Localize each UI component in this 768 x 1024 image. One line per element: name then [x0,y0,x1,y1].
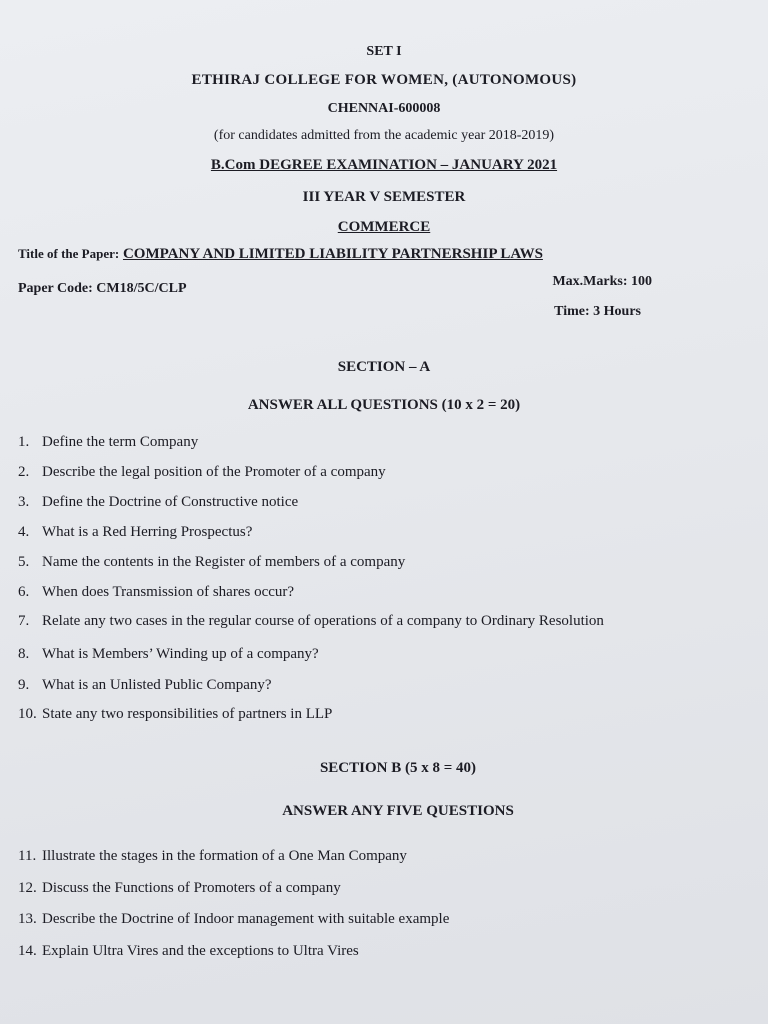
paper-title-row [18,246,543,263]
max-marks: Max.Marks: 100 [552,274,652,289]
question-item: 8. What is Members’ Winding up of a company? [18,646,319,662]
paper-title: COMPANY AND LIMITED LIABILITY PARTNERSHIP LAWS [122,246,543,262]
question-item: 4. What is a Red Herring Prospectus? [18,524,253,540]
question-item: 6. When does Transmission of shares occur? [18,584,295,600]
paper-title-label: Title of the Paper: [18,246,120,261]
question-item: 11. Illustrate the stages in the formation of a One Man Company [18,848,407,864]
question-item: 2. Describe the legal position of the Promoter of a company [18,464,386,480]
section-a-instruction: ANSWER ALL QUESTIONS (10 x 2 = 20) [247,397,521,413]
question-item: 14. Explain Ultra Vires and the exceptions to Ultra Vires [18,943,359,959]
question-item: 9. What is an Unlisted Public Company? [18,677,272,693]
subject: COMMERCE [337,219,431,235]
question-item: 3. Define the Doctrine of Constructive notice [18,494,299,510]
question-item: 7. Relate any two cases in the regular course of operations of a company to Ordinary Resolution [18,613,604,629]
college-city: CHENNAI-600008 [327,101,441,116]
paper-code-label: Paper Code: [18,281,93,296]
year-semester: III YEAR V SEMESTER [302,189,466,205]
admission-note: (for candidates admitted from the academic year 2018-2019) [213,128,555,143]
exam-title: B.Com DEGREE EXAMINATION – JANUARY 2021 [210,157,558,173]
college-name: ETHIRAJ COLLEGE FOR WOMEN, (AUTONOMOUS) [191,72,577,88]
question-item: 10. State any two responsibilities of partners in LLP [18,706,333,722]
section-b-heading: SECTION B (5 x 8 = 40) [319,760,477,776]
section-a-heading: SECTION – A [337,359,431,375]
paper-code-row [18,281,187,297]
question-item: 12. Discuss the Functions of Promoters of a company [18,880,341,896]
question-item: 1. Define the term Company [18,434,199,450]
duration: Time: 3 Hours [554,304,641,319]
paper-code: CM18/5C/CLP [96,281,187,296]
question-item: 13. Describe the Doctrine of Indoor management with suitable example [18,911,450,927]
section-b-instruction: ANSWER ANY FIVE QUESTIONS [282,803,514,819]
set-label: SET I [366,44,402,59]
question-item: 5. Name the contents in the Register of members of a company [18,554,406,570]
